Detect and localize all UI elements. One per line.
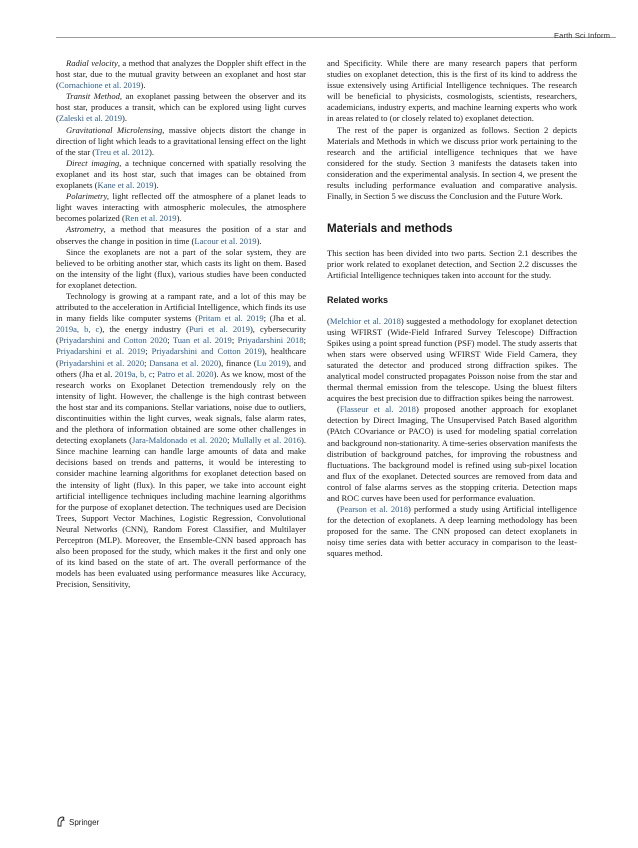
citation-link[interactable]: Priyadarshini and Cotton 2019 [151,346,262,357]
citation-link[interactable]: Cornachione et al. 2019 [58,80,141,91]
citation-link[interactable]: Priyadarshini 2018 [237,335,304,346]
springer-horse-icon [56,816,66,827]
method-astrometry: Astrometry, a method that measures the position of a star and observes the change in position in time (Lacour et al. 2019). [56,224,306,246]
paragraph-pearson: (Pearson et al. 2018) performed a study using Artificial intelligence for the detection of exoplanets. A deep learning methodology has been proposed for the same. The CNN proposed can detect exoplanets in noisy time series data with better accuracy in comparison to the least-squares method. [327,504,577,559]
method-transit: Transit Method, an exoplanet passing between the observer and its host star, produces a transit, which can be explored using light curves (Zaleski et al. 2019). [56,91,306,124]
citation-link[interactable]: Melchior et al. 2018 [329,315,401,326]
subsection-heading: Related works [327,294,389,305]
left-column [56,58,306,591]
method-radial-velocity: Radial velocity, a method that analyzes the Doppler shift effect in the host star, due to the mutual gravity between an exoplanet and host star (Cornachione et al. 2019). [56,58,307,91]
citation-link[interactable]: Priyadarshini and Cotton 2020 [58,335,168,346]
citation-link[interactable]: Treu et al. 2012 [95,146,149,157]
paragraph-solar-system: Since the exoplanets are not a part of the solar system, they are believed to be orbiting another star, which casts its light on them. Based on the intensity of the light (flux), various studies have been conducted for exoplanet detection. [56,246,306,290]
citation-link[interactable]: Lu 2019 [256,357,286,368]
journal-name: Earth Sci Inform [553,31,610,40]
method-polarimetry: Polarimetry, light reflected off the atmosphere of a planet leads to light waves interacting with atmospheric molecules, the atmosphere becomes polarized (Ren et al. 2019). [56,191,306,224]
citation-link[interactable]: Lacour et al. 2019 [194,235,257,246]
citation-link[interactable]: Patro et al. 2020 [157,368,214,379]
publisher-name: Springer [69,818,100,827]
running-header [56,31,616,40]
citation-link[interactable]: Flasseur et al. 2018 [339,404,416,415]
citation-link[interactable]: Jara-Maldonado et al. 2020 [132,435,228,446]
citation-link[interactable]: Priyadarshini et al. 2020 [58,357,145,368]
right-column [327,58,577,560]
paragraph-flasseur: (Flasseur et al. 2018) proposed another approach for exoplanet detection by Direct Imaging, The Unsupervised Patch Based algorithm (PAtch COvariance or PACO) is used for modeling spatial correlation and background non-stationarity. A time-series observation manifests the distribution of background patches, for improving the robustness and fluctuations. The background model is refined using sub-pixel location and flux of the exoplanet. Detected sources are removed from data and control of false alarms serves as the stopping criteria. Detection maps and ROC curves have been used for performance evaluation. [327,404,577,503]
citation-link[interactable]: Tuan et al. 2019 [172,335,232,346]
paragraph-melchior: (Melchior et al. 2018) suggested a methodology for exoplanet detection using WFIRST (Wide-Field Infrared Survey Telescope) Diffraction Spikes using a point spread function (PSF) model. The study asserts that when stars were observed using WFIRST Wide Field Camera, they saturated the detector and produced strong diffraction spikes. The analytical model constructed propagates Poisson noise from the star and thermal thermal emission from the telescope. Using the bluest filters acquires the best precision due to diffraction spikes being the narrowest. [327,315,577,404]
citation-link[interactable]: Dansana et al. 2020 [149,357,219,368]
citation-link[interactable]: 2019a, b, c [56,324,100,335]
citation-link[interactable]: Zaleski et al. 2019 [58,113,122,124]
citation-link[interactable]: 2019a, b, c [114,368,153,379]
citation-link[interactable]: Pearson et al. 2018 [339,504,408,515]
paragraph-organization: The rest of the paper is organized as follows. Section 2 depicts Materials and Methods in which we discuss prior work pertaining to the research and the artificial intelligence techniques that we have considered for the study. Section 3 manifests the datasets taken into consideration and the experimental analysis. In section 4, we present the results including performance evaluation and comparative analysis. Finally, in Section 5 we discuss the Conclusion and the Future Work. [327,124,577,202]
paragraph-section-intro: This section has been divided into two parts. Section 2.1 describes the prior work related to exoplanet detection, and Section 2.2 discusses the Artificial Intelligence techniques taken into account for the study. [327,248,577,281]
paragraph-continuation: and Specificity. While there are many research papers that perform studies on exoplanet detection, this is the first of its kind to address the issue extensively using Artificial Intelligence techniques. The research will be beneficial to physicists, cosmologists, scientists, researchers, academicians, industry experts, and machine learning experts who work in areas related to (or closely related to) exoplanet detection. [327,58,577,124]
paragraph-technology: Technology is growing at a rampant rate, and a lot of this may be attributed to the acceleration in Artificial Intelligence, which finds its use in many fields like computer systems (Pritam et al. 2019; (Jha et al. 2019a, b, c), the energy industry (Puri et al. 2019), cybersecurity (Priyadarshini and Cotton 2020; Tuan et al. 2019; Priyadarshini 2018; Priyadarshini et al. 2019; Priyadarshini and Cotton 2019), healthcare (Priyadarshini et al. 2020; Dansana et al. 2020), finance (Lu 2019), and others (Jha et al. 2019a, b, c; Patro et al. 2020). As we know, most of the research works on Exoplanet Detection tremendously rely on the intensity of light. However, the challenge is the high contrast between the host star and its companions. Stellar variations, noise due to outliers, discontinuities within the light curves, weak signals, false alarm rates, and the plethora of information obtained are some other challenges in detecting exoplanets (Jara-Maldonado et al. 2020; Mullally et al. 2016). Since machine learning can handle large amounts of data and make decisions based on trends and patterns, it would be interesting to consider machine learning algorithms for exoplanet detection based on the intensity of light (flux). In this paper, we take into account eight artificial intelligence techniques including machine learning algorithms for the purpose of exoplanet detection. The techniques used are Decision Trees, Support Vector Machines, Logistic Regression, Convolutional Neural Networks (CNN), Random Forest Classifier, and Multilayer Perceptron (MLP). Moreover, the Ensemble-CNN based approach has also been proposed for the study, which makes it the first and only one of its kind based on the state of art. The overall performance of the models has been evaluated using performance measures like Accuracy, Precision, Sensitivity, [56,290,307,590]
section-heading: Materials and methods [327,222,453,236]
page-footer [56,816,99,827]
citation-link[interactable]: Mullally et al. 2016 [232,435,302,446]
citation-link[interactable]: Kane et al. 2019 [97,180,154,191]
citation-link[interactable]: Priyadarshini et al. 2019 [56,346,146,357]
method-direct-imaging: Direct imaging, a technique concerned with spatially resolving the exoplanet and its host star, such that images can be obtained from exoplanets (Kane et al. 2019). [56,157,306,191]
citation-link[interactable]: Pritam et al. 2019 [198,313,264,324]
citation-link[interactable]: Puri et al. 2019 [188,324,250,335]
citation-link[interactable]: Ren et al. 2019 [124,213,177,224]
method-microlensing: Gravitational Microlensing, massive objects distort the change in direction of light which leads to a gravitational lensing effect on the light of the star (Treu et al. 2012). [56,124,306,157]
